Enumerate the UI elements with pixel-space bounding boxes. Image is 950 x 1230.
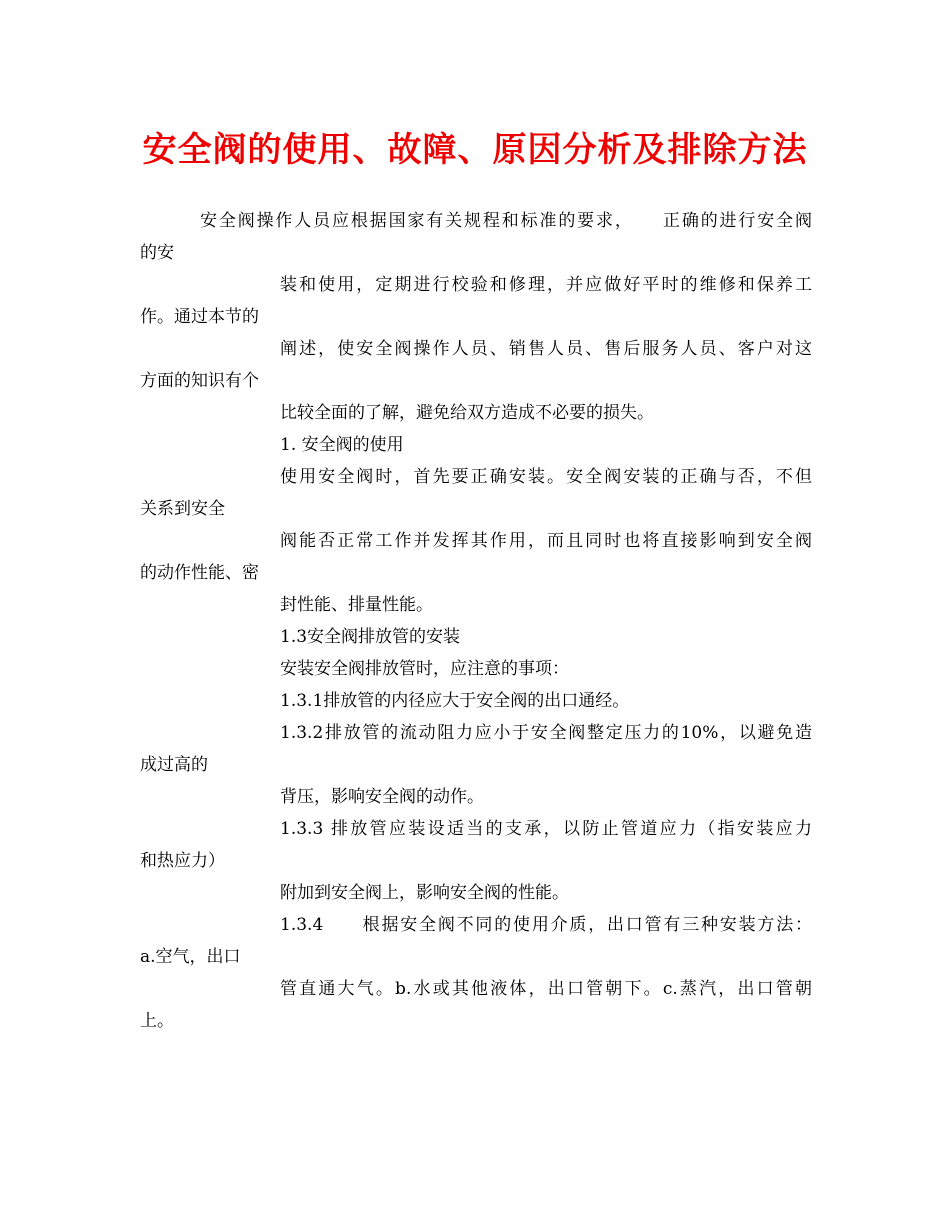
body-line: 比较全面的了解，避免给双方造成不必要的损失。 — [280, 403, 654, 423]
body-line: 1.3.3 排放管应装设适当的支承，以防止管道应力（指安装应力 — [280, 819, 812, 839]
body-line: 的安 — [140, 243, 174, 263]
body-line: 1. 安全阀的使用 — [280, 435, 404, 455]
body-line: 封性能、排量性能。 — [280, 595, 433, 615]
body-line: 使用安全阀时，首先要正确安装。安全阀安装的正确与否，不但 — [280, 467, 812, 487]
body-line: 管直通大气。b.水或其他液体，出口管朝下。c.蒸汽，出口管朝 — [280, 979, 812, 999]
body-line: 1.3.2排放管的流动阻力应小于安全阀整定压力的10%，以避免造 — [280, 723, 812, 743]
document-body — [140, 205, 812, 1037]
body-line: 阐述，使安全阀操作人员、销售人员、售后服务人员、客户对这 — [280, 339, 812, 359]
body-line: 的动作性能、密 — [140, 563, 259, 583]
body-line: 安全阀操作人员应根据国家有关规程和标准的要求， 正确的进行安全阀 — [200, 211, 812, 231]
body-line: 背压，影响安全阀的动作。 — [280, 787, 484, 807]
body-line: 成过高的 — [140, 755, 208, 775]
body-line: 阀能否正常工作并发挥其作用，而且同时也将直接影响到安全阀 — [280, 531, 812, 551]
body-line: 安装安全阀排放管时，应注意的事项： — [280, 659, 569, 679]
body-line: a.空气，出口 — [140, 947, 241, 967]
body-line: 作。通过本节的 — [140, 307, 259, 327]
body-line: 1.3.1排放管的内径应大于安全阀的出口通经。 — [280, 691, 630, 711]
body-line: 装和使用，定期进行校验和修理，并应做好平时的维修和保养工 — [280, 275, 812, 295]
body-line: 附加到安全阀上，影响安全阀的性能。 — [280, 883, 569, 903]
body-line: 关系到安全 — [140, 499, 225, 519]
body-line: 方面的知识有个 — [140, 371, 259, 391]
body-line: 1.3.4 根据安全阀不同的使用介质，出口管有三种安装方法： — [280, 915, 812, 935]
document-title: 安全阀的使用、故障、原因分析及排除方法 — [142, 130, 808, 170]
body-line: 1.3安全阀排放管的安装 — [280, 627, 461, 647]
body-line: 和热应力） — [140, 851, 225, 871]
body-line: 上。 — [140, 1011, 174, 1031]
